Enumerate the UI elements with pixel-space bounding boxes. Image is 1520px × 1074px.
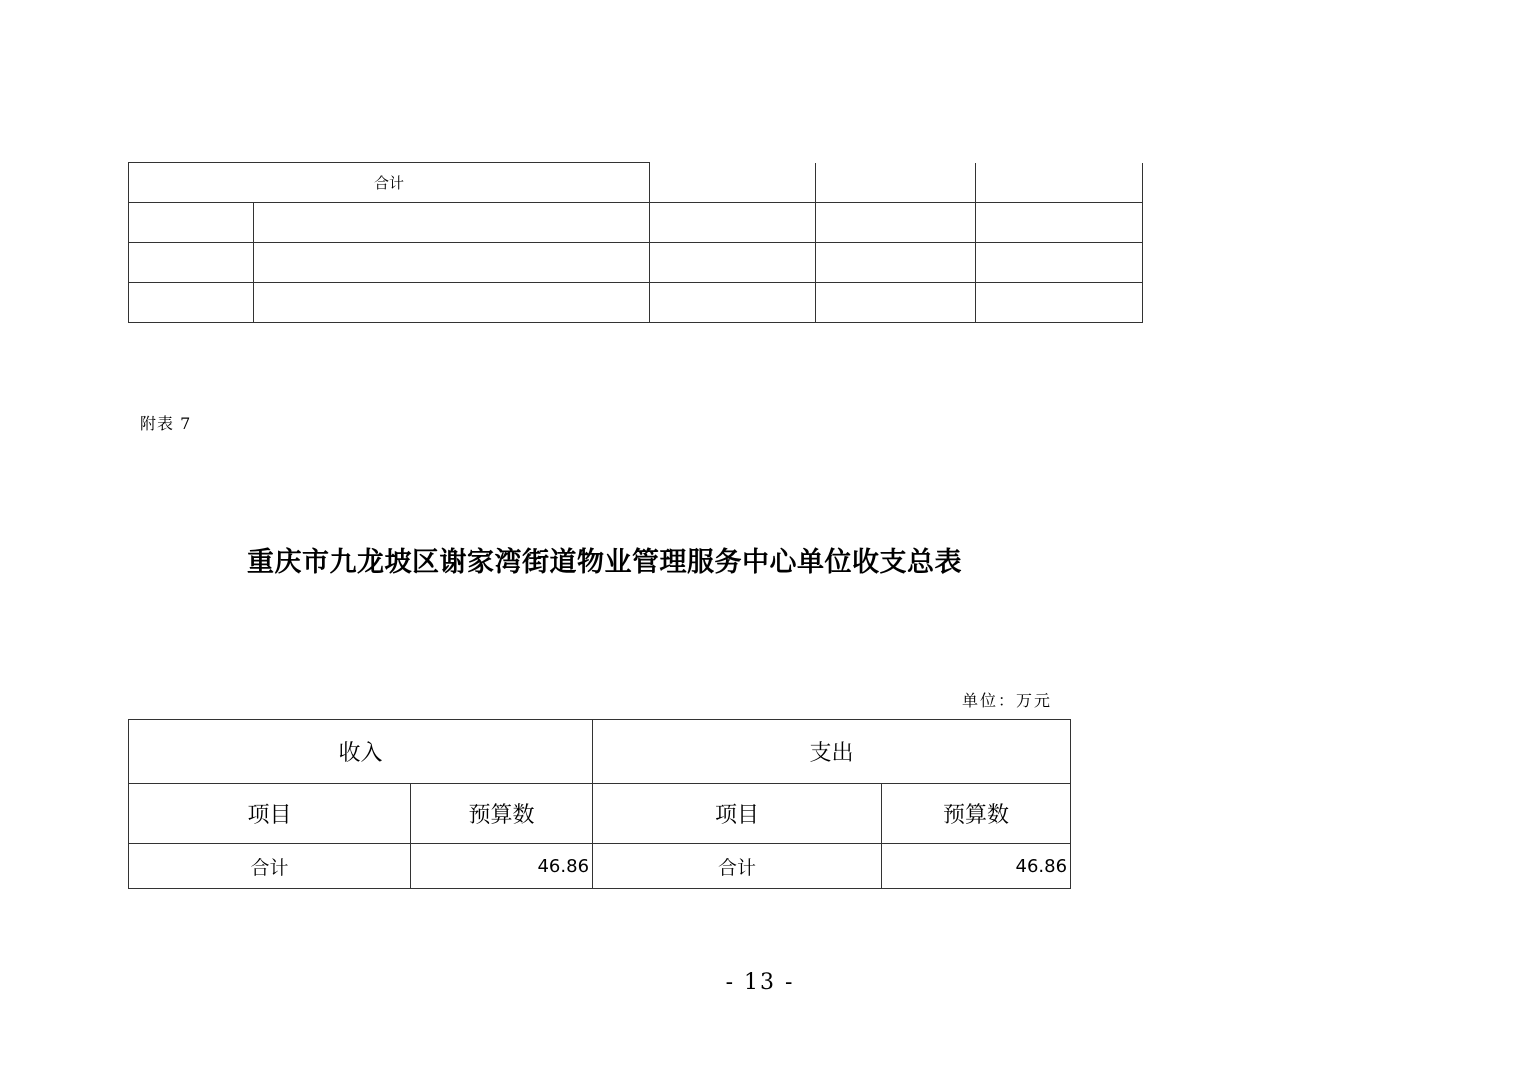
- table-cell: [129, 203, 254, 243]
- unit-label: 单位：万元: [962, 691, 1053, 710]
- table-cell: [650, 163, 816, 203]
- document-title: 重庆市九龙坡区谢家湾街道物业管理服务中心单位收支总表: [247, 547, 962, 578]
- income-header: 收入: [129, 720, 593, 784]
- table-cell: [816, 243, 976, 283]
- table-cell: [129, 283, 254, 323]
- income-total-label: 合计: [129, 844, 411, 889]
- table-cell: [129, 243, 254, 283]
- table-cell: [254, 243, 650, 283]
- table-row: [129, 163, 1143, 203]
- expense-total-value: 46.86: [882, 844, 1071, 889]
- expense-total-label: 合计: [593, 844, 882, 889]
- table-row: [129, 243, 1143, 283]
- income-budget-header: 预算数: [411, 784, 593, 844]
- table-cell: [976, 283, 1143, 323]
- table-cell: [650, 203, 816, 243]
- table-cell: [650, 283, 816, 323]
- table-cell: [976, 163, 1143, 203]
- table-cell: [254, 283, 650, 323]
- table-cell: [254, 203, 650, 243]
- expense-header: 支出: [593, 720, 1071, 784]
- table-cell: [976, 243, 1143, 283]
- expense-budget-header: 预算数: [882, 784, 1071, 844]
- continuation-table: [128, 162, 1143, 323]
- table-cell: [816, 203, 976, 243]
- table-cell: [816, 163, 976, 203]
- table-cell: [650, 243, 816, 283]
- table-row: [129, 283, 1143, 323]
- page-number: - 13 -: [725, 970, 795, 995]
- income-expense-summary-table: [128, 719, 1071, 889]
- table-row: [129, 203, 1143, 243]
- table-row: [129, 784, 1071, 844]
- table-cell: [976, 203, 1143, 243]
- table-cell: [816, 283, 976, 323]
- table-row: [129, 844, 1071, 889]
- income-item-header: 项目: [129, 784, 411, 844]
- expense-item-header: 项目: [593, 784, 882, 844]
- total-label-cell: 合计: [129, 163, 650, 203]
- table-row: [129, 720, 1071, 784]
- appendix-label: 附表 7: [140, 414, 192, 433]
- income-total-value: 46.86: [411, 844, 593, 889]
